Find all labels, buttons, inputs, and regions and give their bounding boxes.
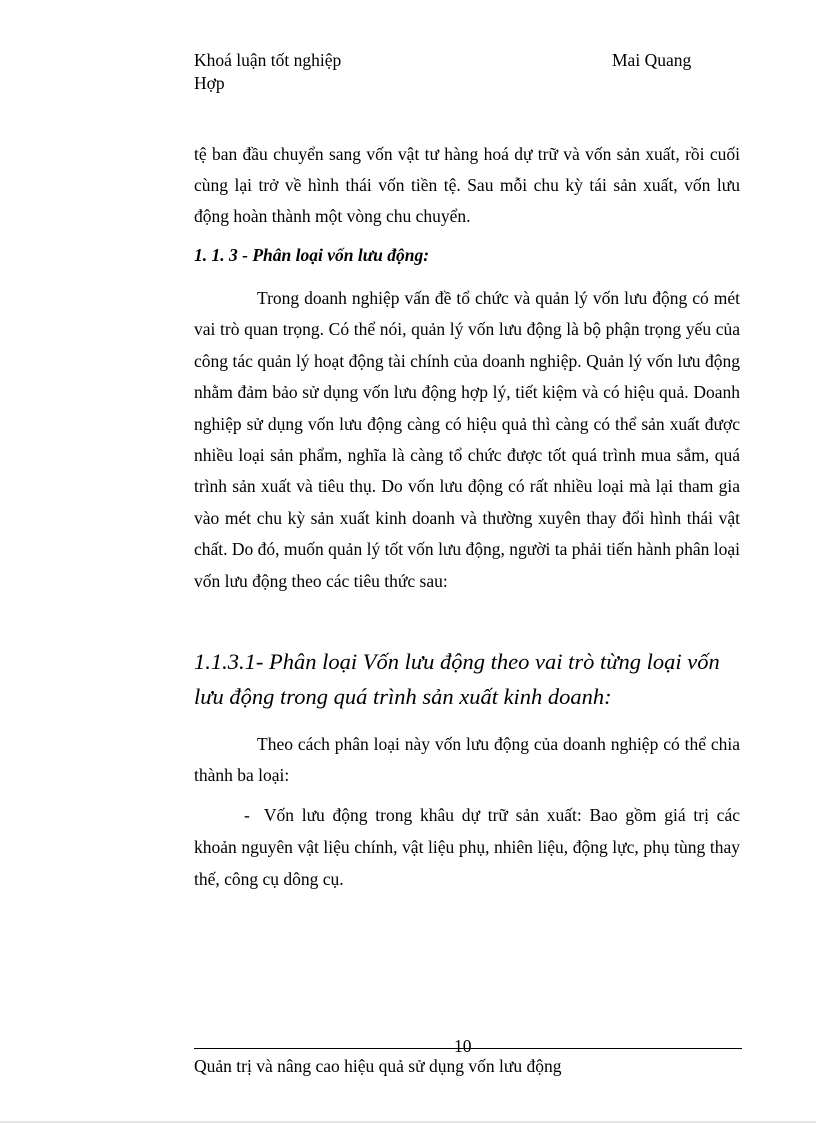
page-number: 10 (454, 1036, 472, 1056)
list-item (194, 799, 740, 895)
header-document-title: Khoá luận tốt nghiệp (194, 50, 342, 70)
footer-title: Quản trị và nâng cao hiệu quả sử dụng vốn lưu động (194, 1056, 562, 1076)
list-item-text: Vốn lưu động trong khâu dự trữ sản xuất: Bao gồm giá trị các khoản nguyên vật liệu chính, vật liệu phụ, nhiên liệu, động lực, phụ tùng thay thế, công cụ dông cụ. (194, 805, 740, 889)
section-heading-1-1-3: 1. 1. 3 - Phân loại vốn lưu động: (194, 245, 430, 265)
page-header (194, 49, 744, 99)
paragraph-classification: Theo cách phân loại này vốn lưu động của doanh nghiệp có thể chia thành ba loại: (194, 734, 740, 785)
list-bullet-dash: - (244, 805, 250, 825)
header-author-name: Mai Quang (612, 50, 692, 70)
paragraph-working-capital-management: Trong doanh nghiệp vấn đề tổ chức và quản lý vốn lưu động có mét vai trò quan trọng. Có thể nói, quản lý vốn lưu động là bộ phận trọng yếu của công tác quản lý hoạt động tài chính của doanh nghiệp. Quản lý vốn lưu động nhằm đảm bảo sử dụng vốn lưu động hợp lý, tiết kiệm và có hiệu quả. Doanh nghiệp sử dụng vốn lưu động càng có hiệu quả thì càng có thể sản xuất được nhiều loại sản phẩm, nghĩa là càng tổ chức được tốt quá trình mua sắm, quá trình sản xuất và tiêu thụ. Do vốn lưu động có rất nhiều loại mà lại tham gia vào mét chu kỳ sản xuất kinh doanh và thường xuyên thay đổi hình thái vật chất. Do đó, muốn quản lý tốt vốn lưu động, người ta phải tiến hành phân loại vốn lưu động theo các tiêu thức sau: (194, 288, 740, 591)
paragraph-intro: tệ ban đầu chuyển sang vốn vật tư hàng hoá dự trữ và vốn sản xuất, rồi cuối cùng lại trở về hình thái vốn tiền tệ. Sau mỗi chu kỳ tái sản xuất, vốn lưu động hoàn thành một vòng chu chuyển. (194, 144, 740, 226)
section-heading-1-1-3-1: 1.1.3.1- Phân loại Vốn lưu động theo vai trò từng loại vốn lưu động trong quá trình sản xuất kinh doanh: (194, 649, 720, 709)
header-author-name-continued: Hợp (194, 73, 225, 93)
